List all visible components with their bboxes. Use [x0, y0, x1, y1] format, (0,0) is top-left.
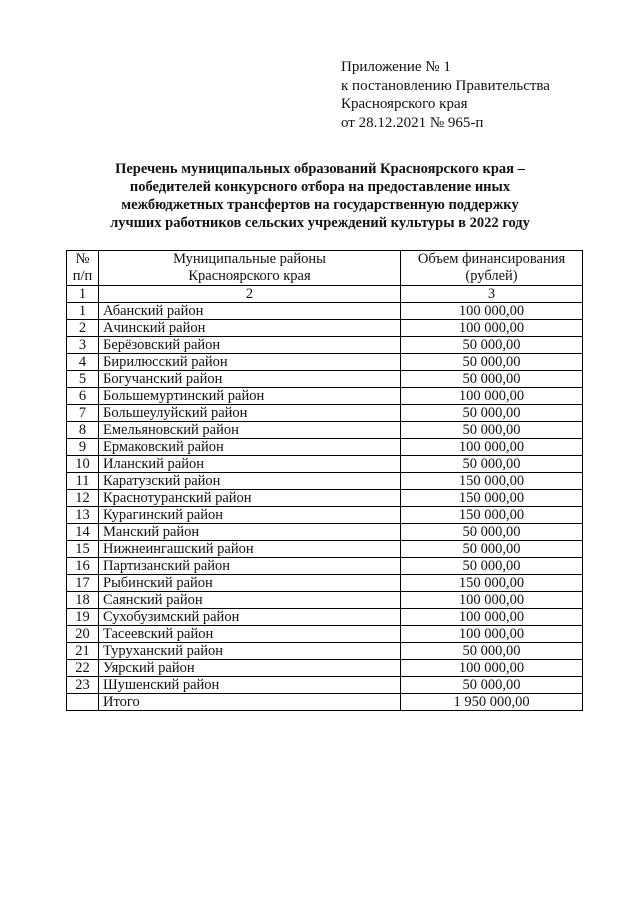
- table-row: [67, 473, 583, 490]
- table-row: [67, 490, 583, 507]
- row-amount: 50 000,00: [401, 422, 583, 439]
- row-number: 7: [67, 405, 99, 422]
- table-header-row: [67, 251, 583, 286]
- row-amount: 150 000,00: [401, 507, 583, 524]
- row-amount: 150 000,00: [401, 490, 583, 507]
- row-amount: 100 000,00: [401, 388, 583, 405]
- row-district: Краснотуранский район: [99, 490, 401, 507]
- table-row: [67, 354, 583, 371]
- row-number: 11: [67, 473, 99, 490]
- row-district: Уярский район: [99, 660, 401, 677]
- table-row: [67, 422, 583, 439]
- row-district: Ермаковский район: [99, 439, 401, 456]
- table-row: [67, 524, 583, 541]
- table-row: [67, 337, 583, 354]
- header-district: Муниципальные районы Красноярского края: [99, 251, 401, 286]
- row-district: Рыбинский район: [99, 575, 401, 592]
- row-number: 2: [67, 320, 99, 337]
- row-district: Берёзовский район: [99, 337, 401, 354]
- funding-table: [66, 250, 583, 711]
- row-district: Ачинский район: [99, 320, 401, 337]
- row-number: 18: [67, 592, 99, 609]
- table-row: [67, 558, 583, 575]
- row-district: Нижнеингашский район: [99, 541, 401, 558]
- appendix-number: Приложение № 1: [341, 59, 451, 75]
- title-line-2: победителей конкурсного отбора на предоставление иных: [129, 179, 511, 195]
- row-district: Каратузский район: [99, 473, 401, 490]
- row-amount: 150 000,00: [401, 473, 583, 490]
- header-number: № п/п: [67, 251, 99, 286]
- table-row: [67, 320, 583, 337]
- row-number: 9: [67, 439, 99, 456]
- row-number: 19: [67, 609, 99, 626]
- table-row: [67, 388, 583, 405]
- row-district: Шушенский район: [99, 677, 401, 694]
- row-amount: 100 000,00: [401, 303, 583, 320]
- column-index: 3: [401, 286, 583, 303]
- row-amount: 50 000,00: [401, 558, 583, 575]
- row-amount: 100 000,00: [401, 320, 583, 337]
- row-amount: 50 000,00: [401, 405, 583, 422]
- row-district: Абанский район: [99, 303, 401, 320]
- total-empty-cell: [67, 694, 99, 711]
- total-row: [67, 694, 583, 711]
- table-row: [67, 660, 583, 677]
- table-row: [67, 371, 583, 388]
- row-number: 6: [67, 388, 99, 405]
- row-number: 13: [67, 507, 99, 524]
- column-index: 1: [67, 286, 99, 303]
- row-amount: 50 000,00: [401, 354, 583, 371]
- row-district: Партизанский район: [99, 558, 401, 575]
- row-amount: 100 000,00: [401, 626, 583, 643]
- row-district: Тасеевский район: [99, 626, 401, 643]
- table-row: [67, 507, 583, 524]
- table-row: [67, 609, 583, 626]
- header-funding: Объем финансирования (рублей): [401, 251, 583, 286]
- row-district: Большеулуйский район: [99, 405, 401, 422]
- row-amount: 50 000,00: [401, 456, 583, 473]
- row-number: 8: [67, 422, 99, 439]
- row-district: Бирилюсский район: [99, 354, 401, 371]
- row-number: 17: [67, 575, 99, 592]
- row-district: Саянский район: [99, 592, 401, 609]
- table-row: [67, 439, 583, 456]
- row-district: Большемуртинский район: [99, 388, 401, 405]
- table-row: [67, 592, 583, 609]
- table-row: [67, 677, 583, 694]
- row-district: Манский район: [99, 524, 401, 541]
- column-index: 2: [99, 286, 401, 303]
- table-row: [67, 626, 583, 643]
- row-number: 3: [67, 337, 99, 354]
- row-amount: 100 000,00: [401, 439, 583, 456]
- row-district: Сухобузимский район: [99, 609, 401, 626]
- appendix-date: от 28.12.2021 № 965-п: [341, 114, 484, 131]
- row-number: 22: [67, 660, 99, 677]
- row-amount: 150 000,00: [401, 575, 583, 592]
- row-number: 5: [67, 371, 99, 388]
- row-number: 14: [67, 524, 99, 541]
- row-number: 16: [67, 558, 99, 575]
- row-number: 21: [67, 643, 99, 660]
- title-line-4: лучших работников сельских учреждений культуры в 2022 году: [110, 215, 530, 231]
- appendix-region: Красноярского края: [341, 96, 468, 112]
- row-number: 10: [67, 456, 99, 473]
- total-amount: 1 950 000,00: [401, 694, 583, 711]
- row-district: Богучанский район: [99, 371, 401, 388]
- appendix-block: [341, 58, 550, 132]
- row-amount: 50 000,00: [401, 337, 583, 354]
- document-title: [40, 160, 600, 232]
- row-number: 20: [67, 626, 99, 643]
- row-amount: 50 000,00: [401, 524, 583, 541]
- row-number: 15: [67, 541, 99, 558]
- table-row: [67, 303, 583, 320]
- row-number: 12: [67, 490, 99, 507]
- row-amount: 50 000,00: [401, 643, 583, 660]
- appendix-resolution: к постановлению Правительства: [341, 77, 550, 94]
- row-amount: 100 000,00: [401, 660, 583, 677]
- row-amount: 100 000,00: [401, 609, 583, 626]
- row-number: 4: [67, 354, 99, 371]
- row-district: Курагинский район: [99, 507, 401, 524]
- row-district: Емельяновский район: [99, 422, 401, 439]
- table-row: [67, 456, 583, 473]
- row-amount: 50 000,00: [401, 677, 583, 694]
- row-district: Иланский район: [99, 456, 401, 473]
- table-row: [67, 405, 583, 422]
- total-label: Итого: [99, 694, 401, 711]
- row-amount: 50 000,00: [401, 541, 583, 558]
- title-line-1: Перечень муниципальных образований Красноярского края –: [115, 161, 525, 177]
- row-number: 1: [67, 303, 99, 320]
- column-index-row: [67, 286, 583, 303]
- table-row: [67, 643, 583, 660]
- row-amount: 50 000,00: [401, 371, 583, 388]
- row-amount: 100 000,00: [401, 592, 583, 609]
- title-line-3: межбюджетных трансфертов на государственную поддержку: [121, 197, 519, 213]
- row-number: 23: [67, 677, 99, 694]
- row-district: Туруханский район: [99, 643, 401, 660]
- table-row: [67, 575, 583, 592]
- table-row: [67, 541, 583, 558]
